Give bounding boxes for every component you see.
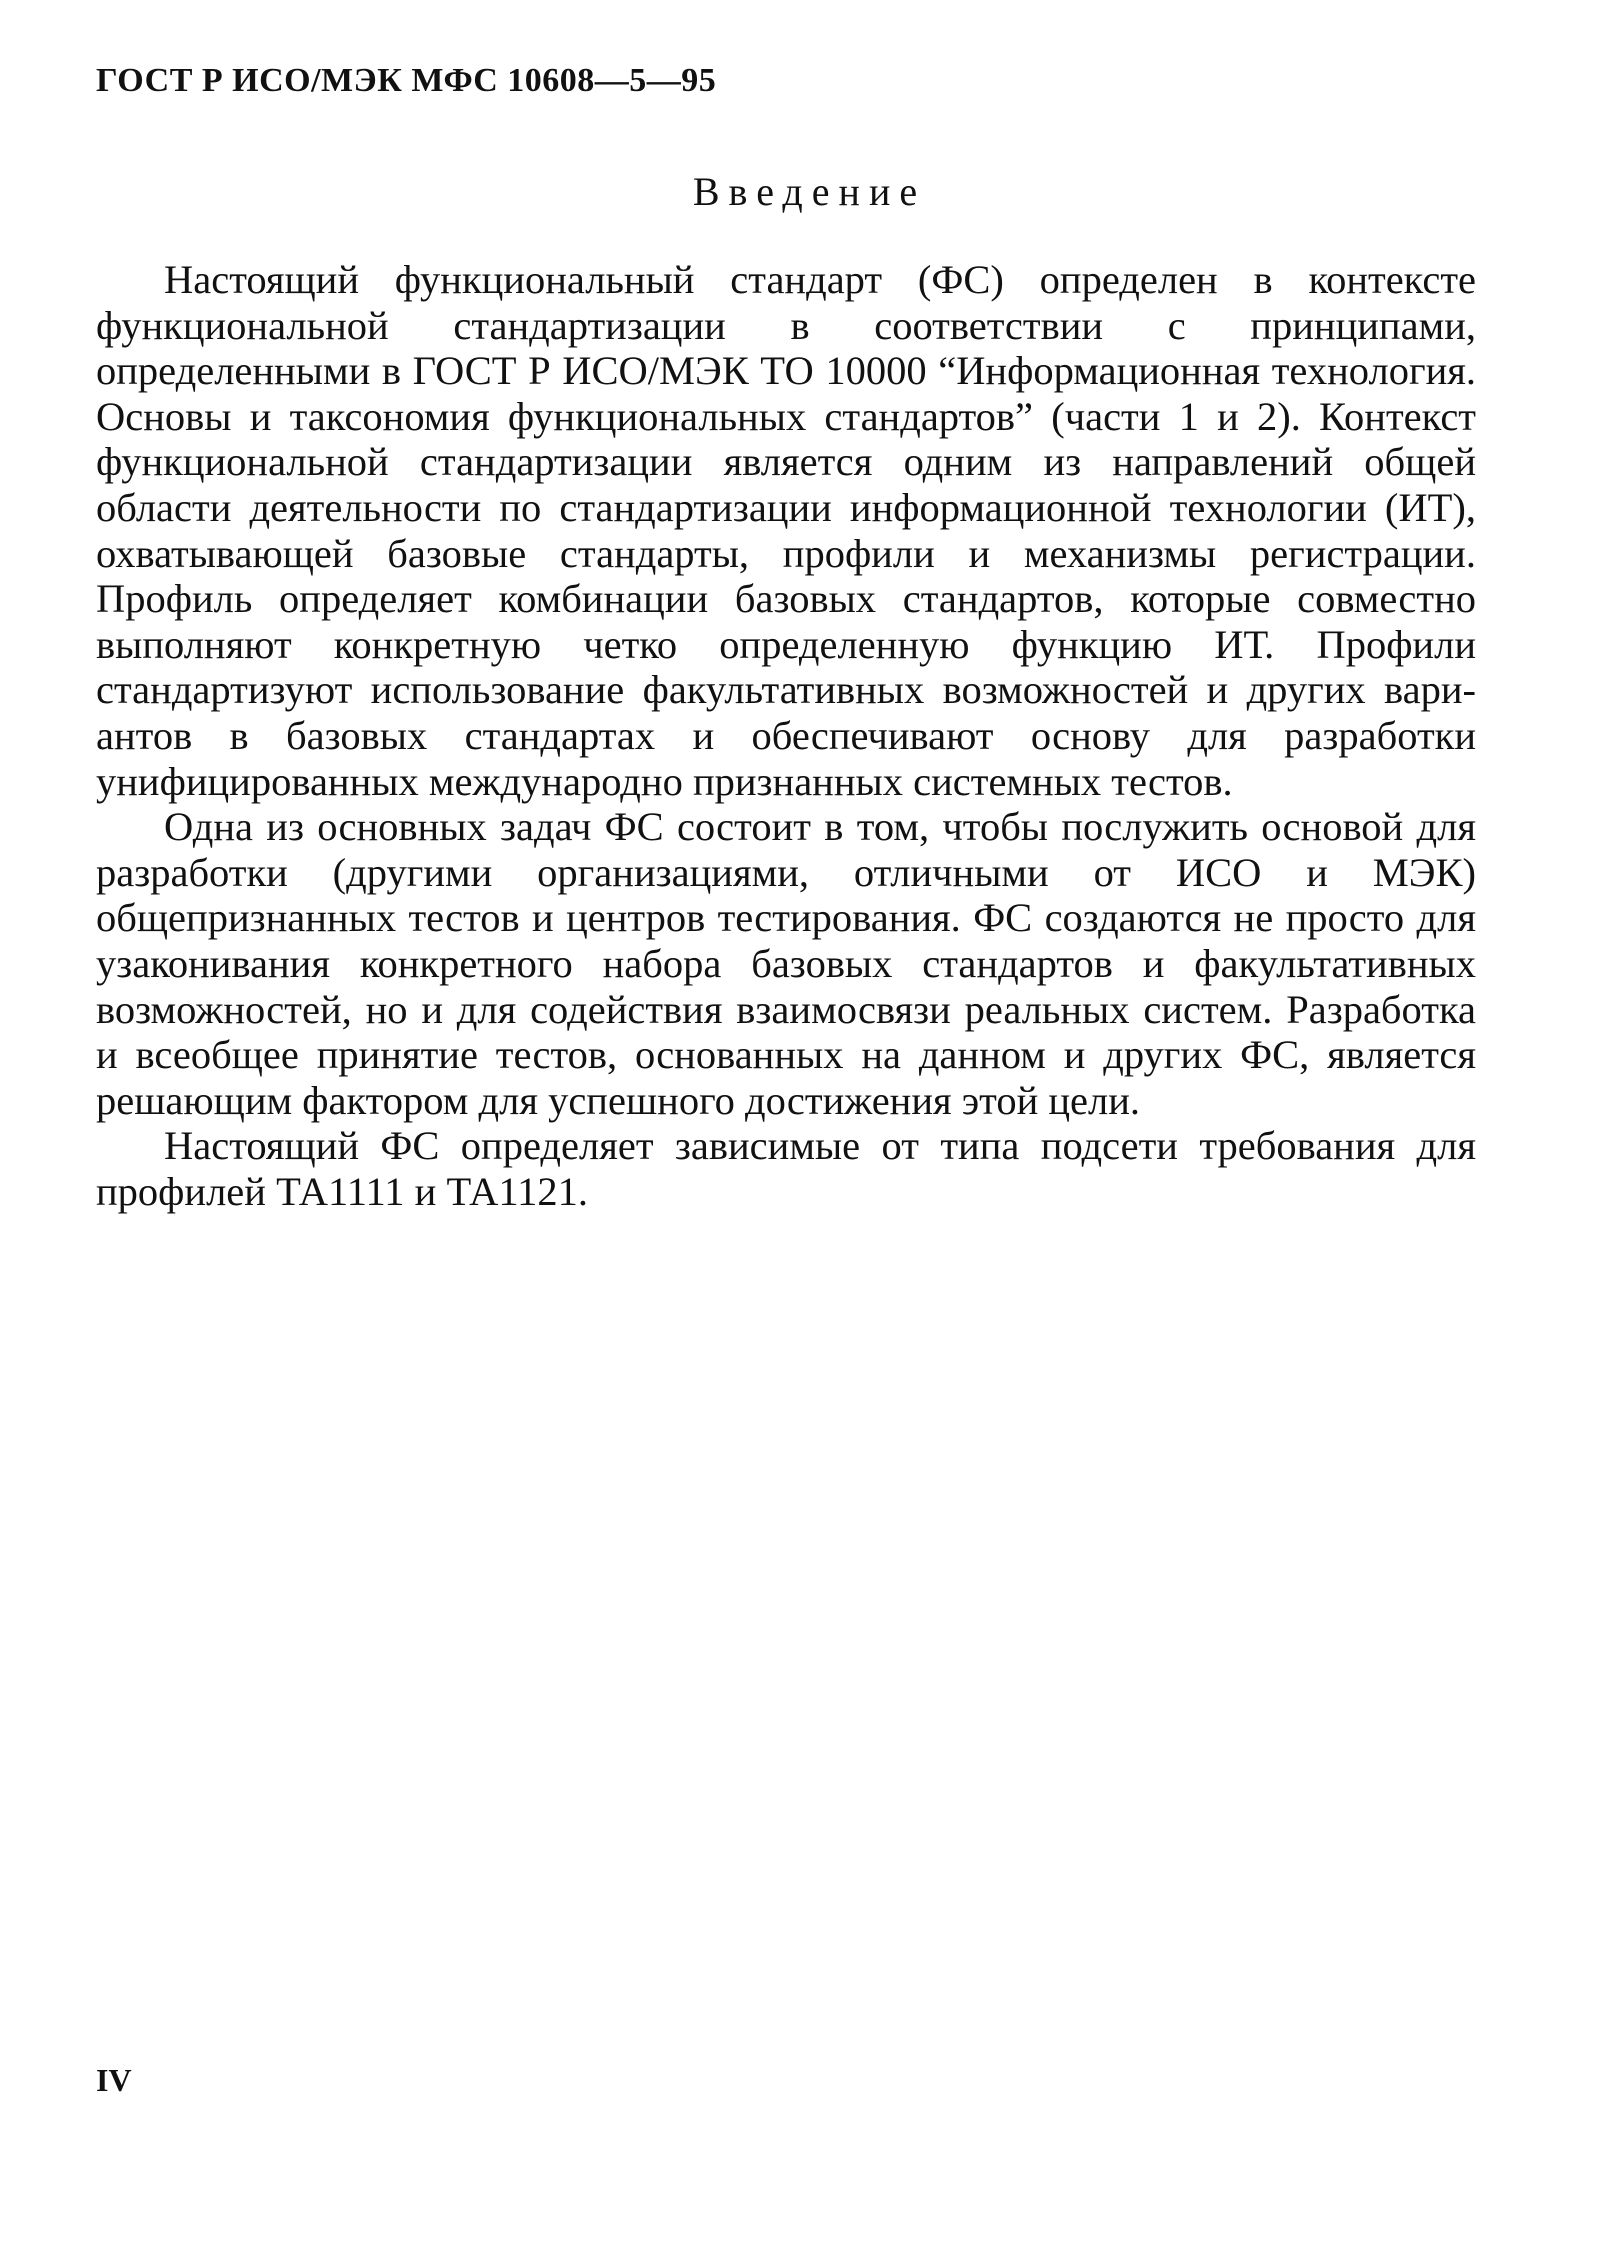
section-title: Введение [692, 169, 927, 214]
page-number: IV [96, 2062, 132, 2098]
paragraph-1: Настоящий функциональный стандарт (ФС) определен в контексте функциональной стандартизации в соответствии с принципами, определенными в ГОСТ Р ИСО/МЭК ТО 10000 “Информационная технология. Основы и таксономия функциональных стандартов” (части 1 и 2). Контекст функциональной стандартизации является одним из направлений общей области деятельности по стандартизации информационной технологии (ИТ), охватывающей базовые стандарты, профили и механизмы регистрации. Профиль определяет комбинации базовых стандартов, которые совместно выполняют конкретную четко определенную функцию ИТ. Профили стандартизуют использование факультативных возможностей и других вариантов в базовых стандартах и обеспечивают основу для разработки унифицированных международно признанных системных тестов. [96, 257, 1476, 804]
paragraph-3: Настоящий ФС определяет зависимые от типа подсети требования для профилей ТА1111 и ТА1121. [96, 1123, 1476, 1214]
paragraph-2: Одна из основных задач ФС состоит в том, чтобы послужить основой для разработки (другими организациями, отличными от ИСО и МЭК) общепризнанных тестов и центров тестирования. ФС создаются не просто для узаконивания конкретного набора базовых стандартов и факультативных возможностей, но и для содействия взаимосвязи реальных систем. Разработка и всеобщее принятие тестов, основанных на данном и других ФС, является решающим фактором для успешного достижения этой цели. [96, 804, 1476, 1123]
running-header: ГОСТ Р ИСО/МЭК МФС 10608—5—95 [96, 62, 717, 99]
body-text [96, 257, 1476, 1214]
